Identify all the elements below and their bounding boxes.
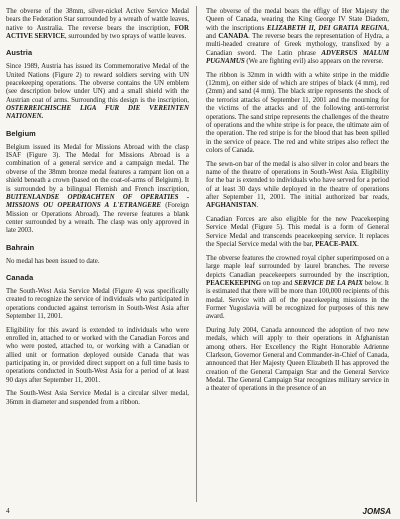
text-run: , surrounded by two sprays of wattle leaves. (64, 33, 187, 41)
text-run: below. It is estimated that there will be more than 100,000 recipients of this medal. Service with all of the peacekeeping missions in the Former Yugoslavia will be recognized for purposes of this new award. (206, 279, 389, 321)
text-run: The sewn-on bar of the medal is also silver in color and bears the name of the theatre of operations in South-West Asia. Eligibility for the bar is extended to individuals who have served for a period of at least 30 days while deployed in the theatre of operations after September 11, 2001. The initial authorized bar reads, (206, 160, 389, 201)
paragraph (206, 327, 389, 394)
text-run: Belgium issued its Medal for Missions Abroad with the clasp ISAF (Figure 3). The Medal for Missions Abroad is a combination of a general service and a campaign medal. The obverse of the 38mm bronze medal features a rampant lion on a shield beneath a crown (based on the coat-of-arms of Belgium). It is surrounded by a bilingual Flemish and French inscription, (6, 143, 189, 193)
paragraph (6, 390, 189, 407)
page-footer (0, 507, 400, 519)
text-run: During July 2004, Canada announced the adoption of two new medals, which will apply to their operations in Afghanistan among others. Her Excellency the Right Honorable Adrienne Clarkson, Governor General and Commander-in-Chief of Canada, announced that Her Majesty Queen Elizabeth II has approved the creation of the General Campaign Star and the General Service Medal. The General Campaign Star recognizes military service in a theater of operations in the presence of an (206, 326, 389, 393)
paragraph (206, 216, 389, 249)
text-run: Canadian Forces are also eligible for the new Peacekeeping Service Medal (Figure 5). This medal is a form of General Service Medal and transcends peacekeeping service. It replaces the Special Service medal with the bar, (206, 216, 389, 249)
text-run: No medal has been issued to date. (6, 257, 100, 265)
left-column (6, 8, 189, 413)
text-run: FOR ACTIVE SERVICE (6, 24, 189, 41)
text-run: Eligibility for this award is extended to individuals who were enrolled in, attached to or worked with the Canadian Forces and who were posted, attached to, or working with a Canadian or allied unit or formation deployed outside Canada that was participating in, or provided direct support on a full time basis to operations conducted in South-West Asia for a period of at least 90 days after September 11, 2001. (6, 326, 189, 384)
section-heading: Bahrain (6, 242, 35, 252)
text-run: (Foreign Mission or Operations Abroad). The reverse features a blank center surrounded by a wreath. The clasp was only approved in late 2003. (6, 202, 190, 235)
paragraph (206, 161, 389, 211)
paragraph (206, 72, 389, 155)
section-heading: Belgium (6, 128, 36, 138)
paragraph (6, 8, 189, 41)
right-column (206, 8, 389, 399)
text-run: PEACEKEEPING (206, 279, 262, 287)
text-run: The obverse features the crowned royal cipher superimposed on a large maple leaf surrounded by laurel branches. The reverse depicts Canadian peacekeepers surrounded by the inscription, (206, 254, 389, 279)
text-run: The obverse of the 38mm, silver-nickel Active Service Medal bears the Federation Star surrounded by a wreath of wattle leaves, native to Australia. The reverse bears the inscription, (6, 8, 189, 32)
text-run: . (256, 202, 259, 210)
paragraph (6, 144, 189, 236)
text-run: on top and (261, 279, 295, 287)
section-heading: Austria (6, 48, 33, 58)
text-run: The obverse of the medal bears the effigy of Her Majesty the Queen of Canada, wearing the King George IV State Diadem, with the inscriptions (206, 8, 389, 32)
text-run: . (357, 241, 359, 249)
paragraph (6, 63, 189, 121)
paragraph (6, 258, 189, 266)
text-run: The South-West Asia Service Medal (Figure 4) was specifically created to recognize the service of individuals who participated in operations conducted against terrorism in South-West Asia after September 11, 2001. (6, 287, 189, 320)
text-run: PEACE-PAIX (315, 241, 358, 249)
journal-name: JOMSA (362, 507, 391, 516)
text-run: The ribbon is 32mm in width with a white stripe in the middle (12mm), on either side of which are stripes of black (4 mm), red (2mm) and sand (4 mm). The black stripe represents the shock of the terrorist attacks of September 11, 2001 and the mourning for the victims of the attacks and of the following anti-terrorist operations. The sand stripe represents the challenges of the theatre of operations and the white stripe is for peace, the ultimate aim of the operation. The red stripe is for the blood that has been spilled in the service of peace. The red and white stripes also reflect the colors of Canada. (206, 71, 389, 154)
paragraph (6, 288, 189, 321)
text-run: Since 1989, Austria has issued its Commemorative Medal of the United Nations (Figure 2) to reward soldiers serving with UN peacekeeping operations. The obverse contains the UN emblem (see description below under UN) and a small shield with the Austrian coat of arms. Surrounding this design is the inscription, (6, 63, 189, 104)
text-run: ADVERSUS MALUM PUGNAMUS (206, 49, 389, 66)
text-run: (We are fighting evil) also appears on the reverse. (244, 58, 384, 66)
text-run: The South-West Asia Service Medal is a circular silver medal, 36mm in diameter and suspended from a ribbon. (6, 390, 189, 406)
page-number: 4 (6, 507, 10, 515)
text-run: BUITENLANDSE OPDRACHTEN OF OPERATIES - MISSIONS OU OPERATIONS A L'ETRANGERE (6, 193, 189, 210)
text-run: ELIZABETH II, DEI GRATIA REGINA (266, 24, 388, 32)
text-run: CANADA (218, 33, 249, 41)
text-run: . The reverse bears the representation of Hydra, a multi-headed creature of Greek mythology, transfixed by a Canadian sword. The Latin phrase (206, 33, 389, 57)
text-run: OSTERREICHISCHE LIGA FUR DIE VEREINTEN NATIONEN. (6, 105, 189, 121)
section-heading: Canada (6, 272, 34, 282)
text-run: SERVICE DE LA PAIX (294, 279, 363, 287)
paragraph (206, 255, 389, 322)
column-divider (196, 6, 197, 502)
paragraph (6, 327, 189, 385)
text-run: , and (206, 24, 389, 41)
text-run: AFGHANISTAN (206, 202, 257, 210)
paragraph (206, 8, 389, 66)
